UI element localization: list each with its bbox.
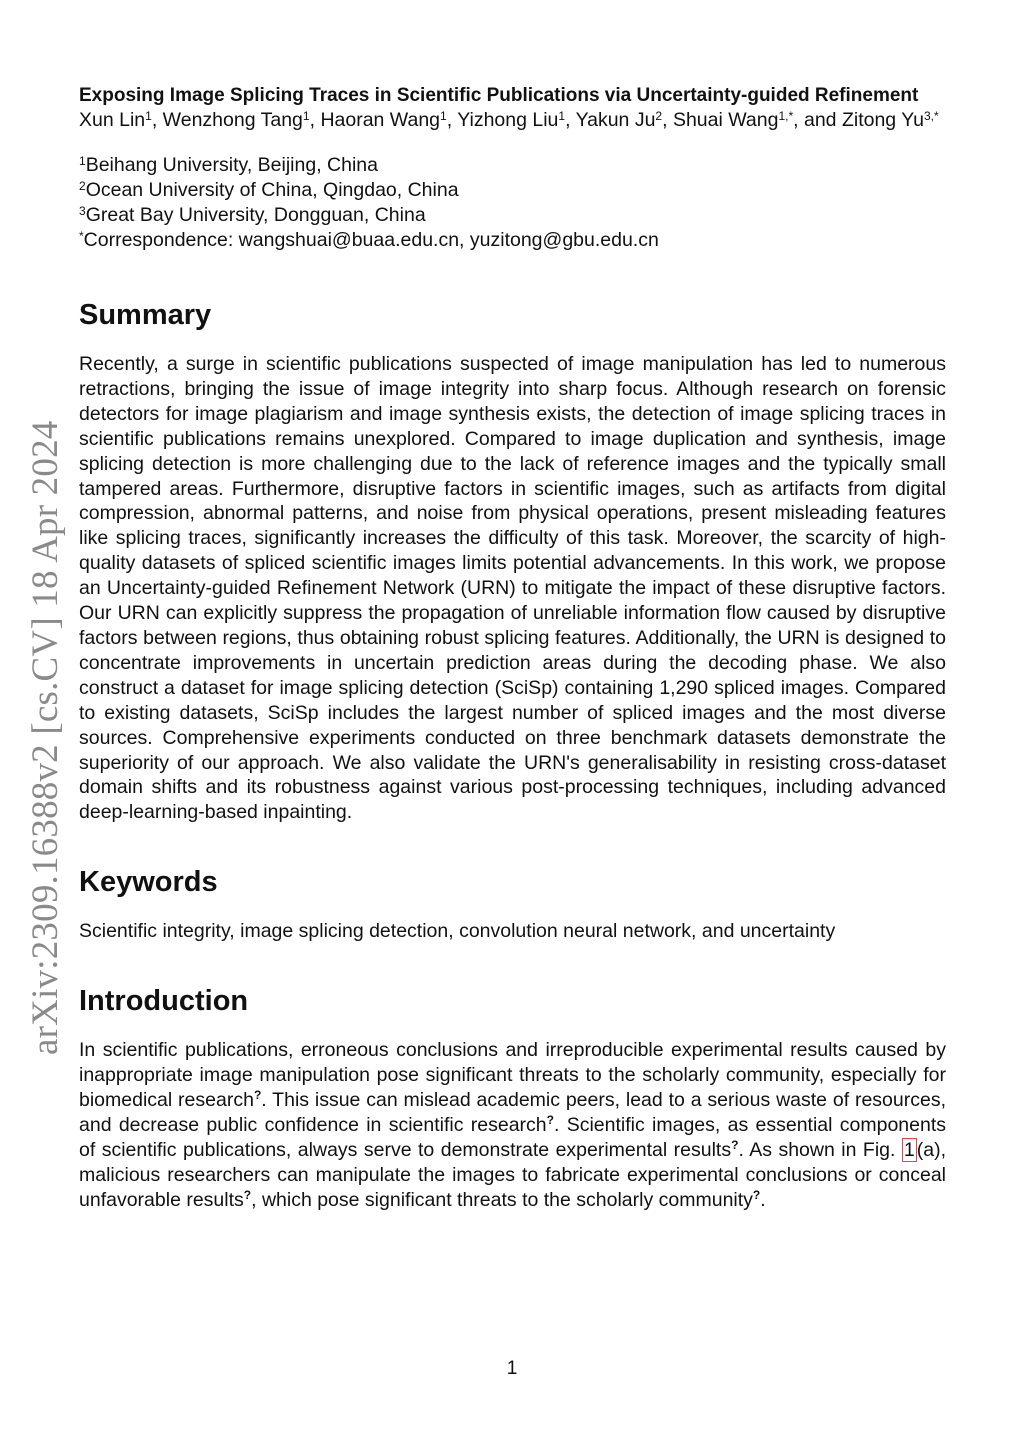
author-affil-mark: 3,*: [924, 109, 939, 123]
author-affil-mark: 1,*: [778, 109, 794, 123]
author-name: Wenzhong Tang: [162, 109, 303, 131]
affiliation: $^3$Great Bay University, Dongguan, China: [79, 204, 426, 226]
paper-page: [79, 84, 946, 1212]
citation-link[interactable]: ?: [243, 1187, 252, 1202]
summary-text: Recently, a surge in scientific publications suspected of image manipulation has led to numerous retractions, bringing the issue of image integrity into sharp focus. Although research on forensic detectors for image plagiarism and image synthesis exists, the detection of image splicing traces in scientific publications remains unexplored. Compared to image duplication and synthesis, image splicing detection is more challenging due to the lack of reference images and the typically small tampered areas. Furthermore, disruptive factors in scientific images, such as artifacts from digital compression, abnormal patterns, and noise from physical operations, present misleading features like splicing traces, significantly increases the difficulty of this task. Moreover, the scarcity of high-quality datasets of spliced scientific images limits potential advancements. In this work, we propose an Uncertainty-guided Refinement Network (URN) to mitigate the impact of these disruptive factors. Our URN can explicitly suppress the propagation of unreliable information flow caused by disruptive factors between regions, thus obtaining robust splicing features. Additionally, the URN is designed to concentrate improvements in uncertain prediction areas during the decoding phase. We also construct a dataset for image splicing detection (SciSp) containing 1,290 spliced images. Compared to existing datasets, SciSp includes the largest number of spliced images and the most diverse sources. Comprehensive experiments conducted on three benchmark datasets demonstrate the superiority of our approach. We also validate the URN's generalisability in resisting cross-dataset domain shifts and its robustness against various post-processing techniques, including advanced deep-learning-based inpainting.: [79, 353, 946, 824]
paper-title: Exposing Image Splicing Traces in Scientific Publications via Uncertainty-guided Refinement: [79, 85, 919, 106]
affiliation: $^2$Ocean University of China, Qingdao, China: [79, 179, 459, 201]
author-list: Xun Lin$^1$, Wenzhong Tang$^1$, Haoran Wang$^1$, Yizhong Liu$^1$, Yakun Ju$^2$, Shuai Wang$^{1,*}$, and Zitong $Yu^{3,*}$: [79, 109, 939, 131]
citation-link[interactable]: ?: [752, 1187, 761, 1202]
author-name: Yizhong Liu: [457, 109, 559, 131]
author-name: Xun Lin: [79, 109, 146, 131]
citation-link[interactable]: ?: [731, 1137, 739, 1152]
summary-heading: Summary: [79, 299, 212, 331]
author-affil-mark: 1: [302, 109, 310, 123]
author-name: Zitong Yu: [841, 109, 924, 131]
introduction-section: [79, 984, 946, 1212]
affiliation-mark: 3: [79, 204, 86, 218]
keywords-section: [79, 865, 946, 944]
affiliation: $^1$Beihang University, Beijing, China: [79, 154, 378, 176]
author-name: Shuai Wang: [672, 109, 779, 131]
introduction-text: In scientific publications, erroneous conclusions and irreproducible experimental results caused by inappropriate image manipulation pose significant threats to the scholarly community, especially for biomedical research?. This issue can mislead academic peers, lead to a serious waste of resources, and decrease public confidence in scientific research?. Scientific images, as essential components of scientific publications, always serve to demonstrate experimental results?. As shown in Fig. 1 (a), malicious researchers can manipulate the images to fabricate experimental conclusions or conceal unfavorable results?, which pose significant threats to the scholarly community?.: [79, 1039, 946, 1211]
correspondence: *Correspondence: wangshuai@buaa.edu.cn, yuzitong@gbu.edu.cn: [79, 229, 659, 251]
summary-section: [79, 298, 946, 825]
affiliation-mark: 1: [79, 154, 86, 168]
citation-link[interactable]: ?: [253, 1087, 262, 1102]
affiliation-list: [79, 153, 946, 253]
author-conjunction: , and: [793, 109, 837, 131]
author-affil-mark: 1: [558, 109, 566, 123]
introduction-heading: Introduction: [79, 985, 249, 1018]
author-name: Yakun Ju: [575, 109, 656, 131]
author-affil-mark: 1: [440, 109, 447, 123]
keywords-text: Scientific integrity, image splicing detection, convolution neural network, and uncertainty: [79, 920, 836, 943]
affiliation-mark: 2: [79, 179, 86, 193]
figure-reference-link[interactable]: 1: [903, 1138, 915, 1161]
author-name: Haoran Wang: [320, 109, 441, 131]
page-number: 1: [506, 1358, 518, 1379]
author-affil-mark: 1: [145, 109, 152, 123]
correspondence-mark: *: [79, 229, 84, 243]
arxiv-sidebar-stamp: arXiv:2309.16388v2 [cs.CV] 18 Apr 2024: [25, 420, 66, 1055]
citation-link[interactable]: ?: [546, 1112, 554, 1127]
author-affil-mark: 2: [655, 109, 663, 123]
keywords-heading: Keywords: [79, 866, 218, 899]
